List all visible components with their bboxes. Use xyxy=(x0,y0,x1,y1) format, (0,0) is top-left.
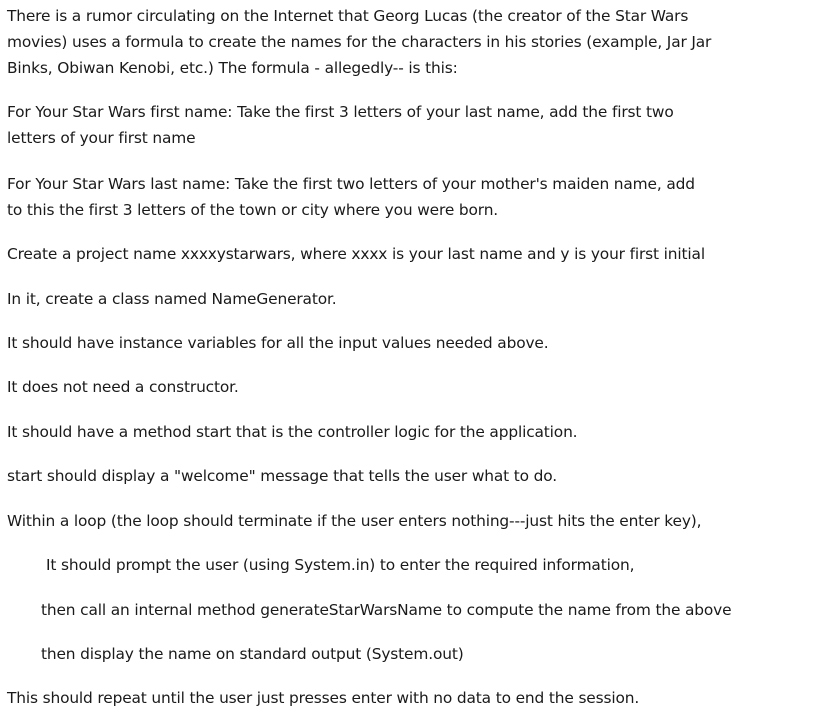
display-paragraph: then display the name on standard output (System.out) xyxy=(41,645,464,663)
first-name-rule-line: letters of your first name xyxy=(7,129,196,147)
last-name-rule-line: For Your Star Wars last name: Take the first two letters of your mother's maiden name, add xyxy=(7,175,695,193)
constructor-paragraph: It does not need a constructor. xyxy=(7,378,239,396)
loop-paragraph: Within a loop (the loop should terminate if the user enters nothing---just hits the enter key), xyxy=(7,512,702,530)
last-name-rule-paragraph xyxy=(7,171,695,223)
intro-paragraph xyxy=(7,3,711,81)
intro-line: There is a rumor circulating on the Internet that Georg Lucas (the creator of the Star Wars xyxy=(7,7,689,25)
project-paragraph: Create a project name xxxxystarwars, where xxxx is your last name and y is your first initial xyxy=(7,245,705,263)
last-name-rule-line: to this the first 3 letters of the town or city where you were born. xyxy=(7,201,499,219)
prompt-paragraph: It should prompt the user (using System.in) to enter the required information, xyxy=(46,556,635,574)
intro-line: Binks, Obiwan Kenobi, etc.) The formula - allegedly-- is this: xyxy=(7,59,458,77)
first-name-rule-paragraph xyxy=(7,99,674,151)
generate-paragraph: then call an internal method generateStarWarsName to compute the name from the above xyxy=(41,601,732,619)
start-method-paragraph: It should have a method start that is the controller logic for the application. xyxy=(7,423,578,441)
class-paragraph: In it, create a class named NameGenerator. xyxy=(7,290,337,308)
instance-variables-paragraph: It should have instance variables for all the input values needed above. xyxy=(7,334,549,352)
first-name-rule-line: For Your Star Wars first name: Take the first 3 letters of your last name, add the first two xyxy=(7,103,674,121)
repeat-paragraph: This should repeat until the user just presses enter with no data to end the session. xyxy=(7,689,640,707)
welcome-paragraph: start should display a "welcome" message that tells the user what to do. xyxy=(7,467,558,485)
intro-line: movies) uses a formula to create the names for the characters in his stories (example, Jar Jar xyxy=(7,33,712,51)
